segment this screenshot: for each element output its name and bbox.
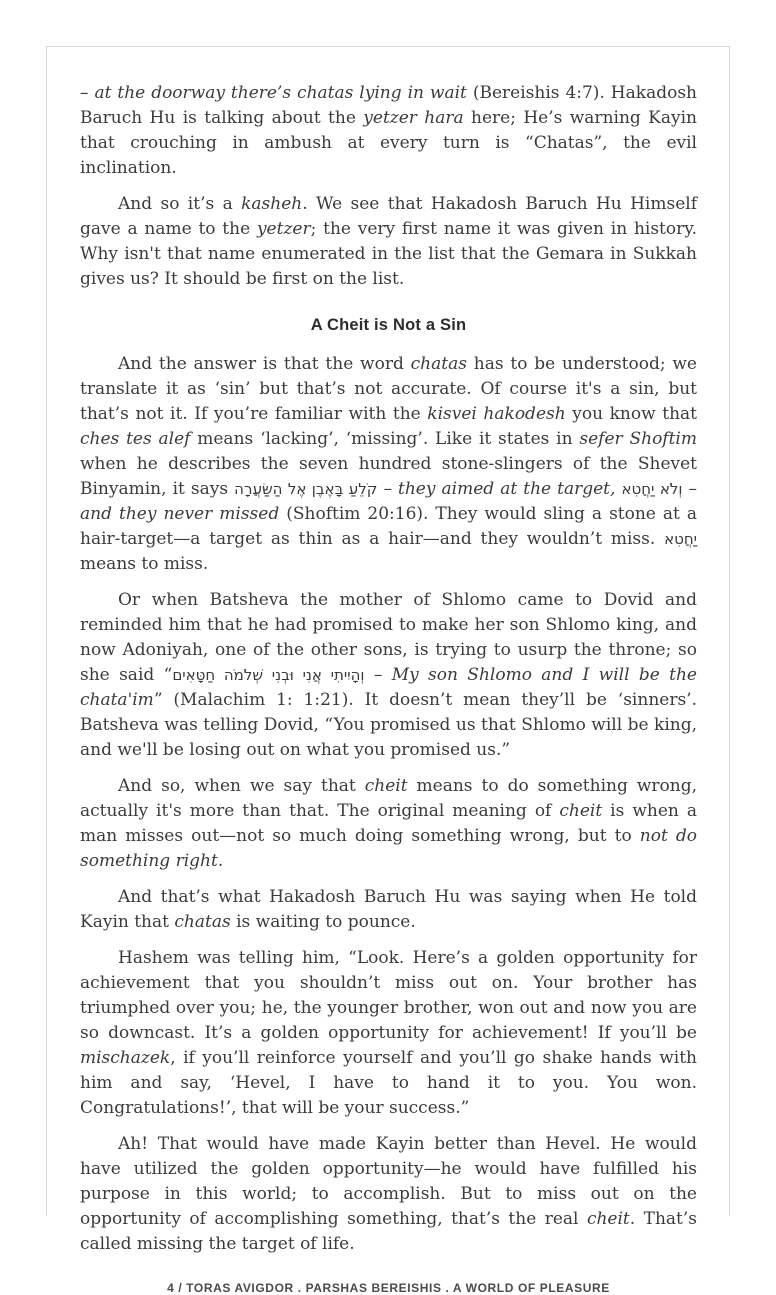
text-segment: My son Shlomo and I will be the chata'im	[80, 665, 697, 710]
paragraph-continuation	[80, 81, 697, 181]
text-segment: and they never missed	[80, 504, 280, 524]
text-segment: here; He’s warning Kayin that crouching in ambush at every turn is “Chatas”, the evil inclination.	[80, 108, 697, 178]
text-segment: –	[682, 479, 698, 499]
text-segment: , if you’ll reinforce yourself and you’ll go shake hands with him and say, ‘Hevel, I have to hand it to you. You won. Congratulations!’, that will be your success.”	[80, 1048, 697, 1118]
paragraph-chatas-pounce	[80, 885, 697, 935]
paragraph-kasheh	[80, 192, 697, 292]
text-segment: not do something right	[80, 826, 697, 871]
text-segment: sefer Shoftim	[579, 429, 697, 449]
text-segment: Hashem was telling him, “Look. Here’s a golden opportunity for achievement that you shouldn’t miss out on. Your brother has triumphed over you; he, the younger brother, won out and now you are so downcast. It’s a golden opportunity for achievement! If you’ll be	[80, 948, 697, 1043]
text-segment: And so, when we say that	[118, 776, 365, 796]
text-segment: cheit	[586, 1209, 630, 1229]
paragraph-hashem-telling	[80, 946, 697, 1121]
text-segment: (Bereishis 4:7). Hakadosh Baruch Hu is talking about the	[80, 83, 697, 128]
text-segment: is waiting to pounce.	[230, 912, 416, 932]
text-segment: And so it’s a	[118, 194, 242, 214]
hebrew-text-segment: קֹלֵעַ בָּאֶבֶן אֶל הַשַּׂעֲרָה	[234, 480, 378, 498]
paragraph-kayin-better	[80, 1132, 697, 1257]
text-segment: And that’s what Hakadosh Baruch Hu was saying when He told Kayin that	[80, 887, 697, 932]
text-segment: Or when Batsheva the mother of Shlomo came to Dovid and reminded him that he had promised to make her son Shlomo king, and now Adoniyah, one of the other sons, is trying to usurp the throne; so she said “	[80, 590, 697, 685]
text-segment: . We see that Hakadosh Baruch Hu Himself gave a name to the	[80, 194, 697, 239]
text-segment: when he describes the seven hundred stone-slingers of the Shevet Binyamin, it says	[80, 454, 697, 499]
text-segment: – at the doorway there’s chatas lying in wait	[80, 83, 473, 103]
text-segment: chatas	[174, 912, 231, 932]
text-segment: (Shoftim 20:16). They would sling a stone at a hair-target—a target as thin as a hair—and they wouldn’t miss.	[80, 504, 698, 549]
page-border-frame	[46, 46, 730, 1295]
text-segment: chatas	[410, 354, 467, 374]
text-segment: they aimed at the target,	[398, 479, 616, 499]
text-segment: yetzer	[256, 219, 311, 239]
text-segment: ches tes alef	[80, 429, 191, 449]
text-segment: And the answer is that the word	[118, 354, 411, 374]
text-segment: cheit	[364, 776, 408, 796]
text-segment: –	[364, 665, 392, 685]
text-segment: you know that	[565, 404, 697, 424]
text-segment: has to be understood; we translate it as ‘sin’ but that’s not accurate. Of course it's a sin, but that’s not it. If you’re familiar with the	[80, 354, 697, 424]
text-segment: ; the very first name it was given in history. Why isn't that name enumerated in the list that the Gemara in Sukkah gives us? It should be first on the list.	[80, 219, 698, 289]
text-segment: kisvei hakodesh	[427, 404, 566, 424]
paragraph-batsheva	[80, 588, 697, 763]
text-segment: –	[377, 479, 399, 499]
page-footer: 4 / TORAS AVIGDOR . PARSHAS BEREISHIS . A WORLD OF PLEASURE	[167, 1281, 610, 1295]
paragraph-answer	[80, 352, 697, 577]
text-segment: kasheh	[241, 194, 303, 214]
text-segment: means to do something wrong, actually it's more than that. The original meaning of	[80, 776, 697, 821]
text-segment: means to miss.	[80, 554, 209, 574]
text-segment: ” (Malachim 1: 1:21). It doesn’t mean they’ll be ‘sinners’. Batsheva was telling Dovid, “You promised us that Shlomo will be king, and we'll be losing out on what you promised us.”	[80, 690, 697, 760]
text-segment: yetzer hara	[363, 108, 464, 128]
text-segment: mischazek	[80, 1048, 171, 1068]
page-content	[47, 47, 729, 1295]
section-heading: A Cheit is Not a Sin	[310, 316, 467, 334]
hebrew-text-segment: יַחֲטִא	[664, 530, 697, 548]
text-segment: means ‘lacking’, ‘missing’. Like it states in	[190, 429, 580, 449]
text-segment: Ah! That would have made Kayin better than Hevel. He would have utilized the golden opportunity—he would have fulfilled his purpose in this world; to accomplish. But to miss out on the opportunity of accomplishing something, that’s the real	[80, 1134, 697, 1229]
paragraph-cheit-meaning	[80, 774, 697, 874]
text-segment: . That’s called missing the target of life.	[80, 1209, 697, 1254]
text-segment: cheit	[559, 801, 603, 821]
hebrew-text-segment: וְהָיִיתִי אֲנִי וּבְנִי שְׁלֹמֹה חַטָּאִים	[172, 666, 365, 684]
text-segment: .	[217, 851, 224, 871]
hebrew-text-segment: וְלֹא יַחֲטִא	[621, 480, 683, 498]
text-segment: is when a man misses out—not so much doing something wrong, but to	[80, 801, 697, 846]
